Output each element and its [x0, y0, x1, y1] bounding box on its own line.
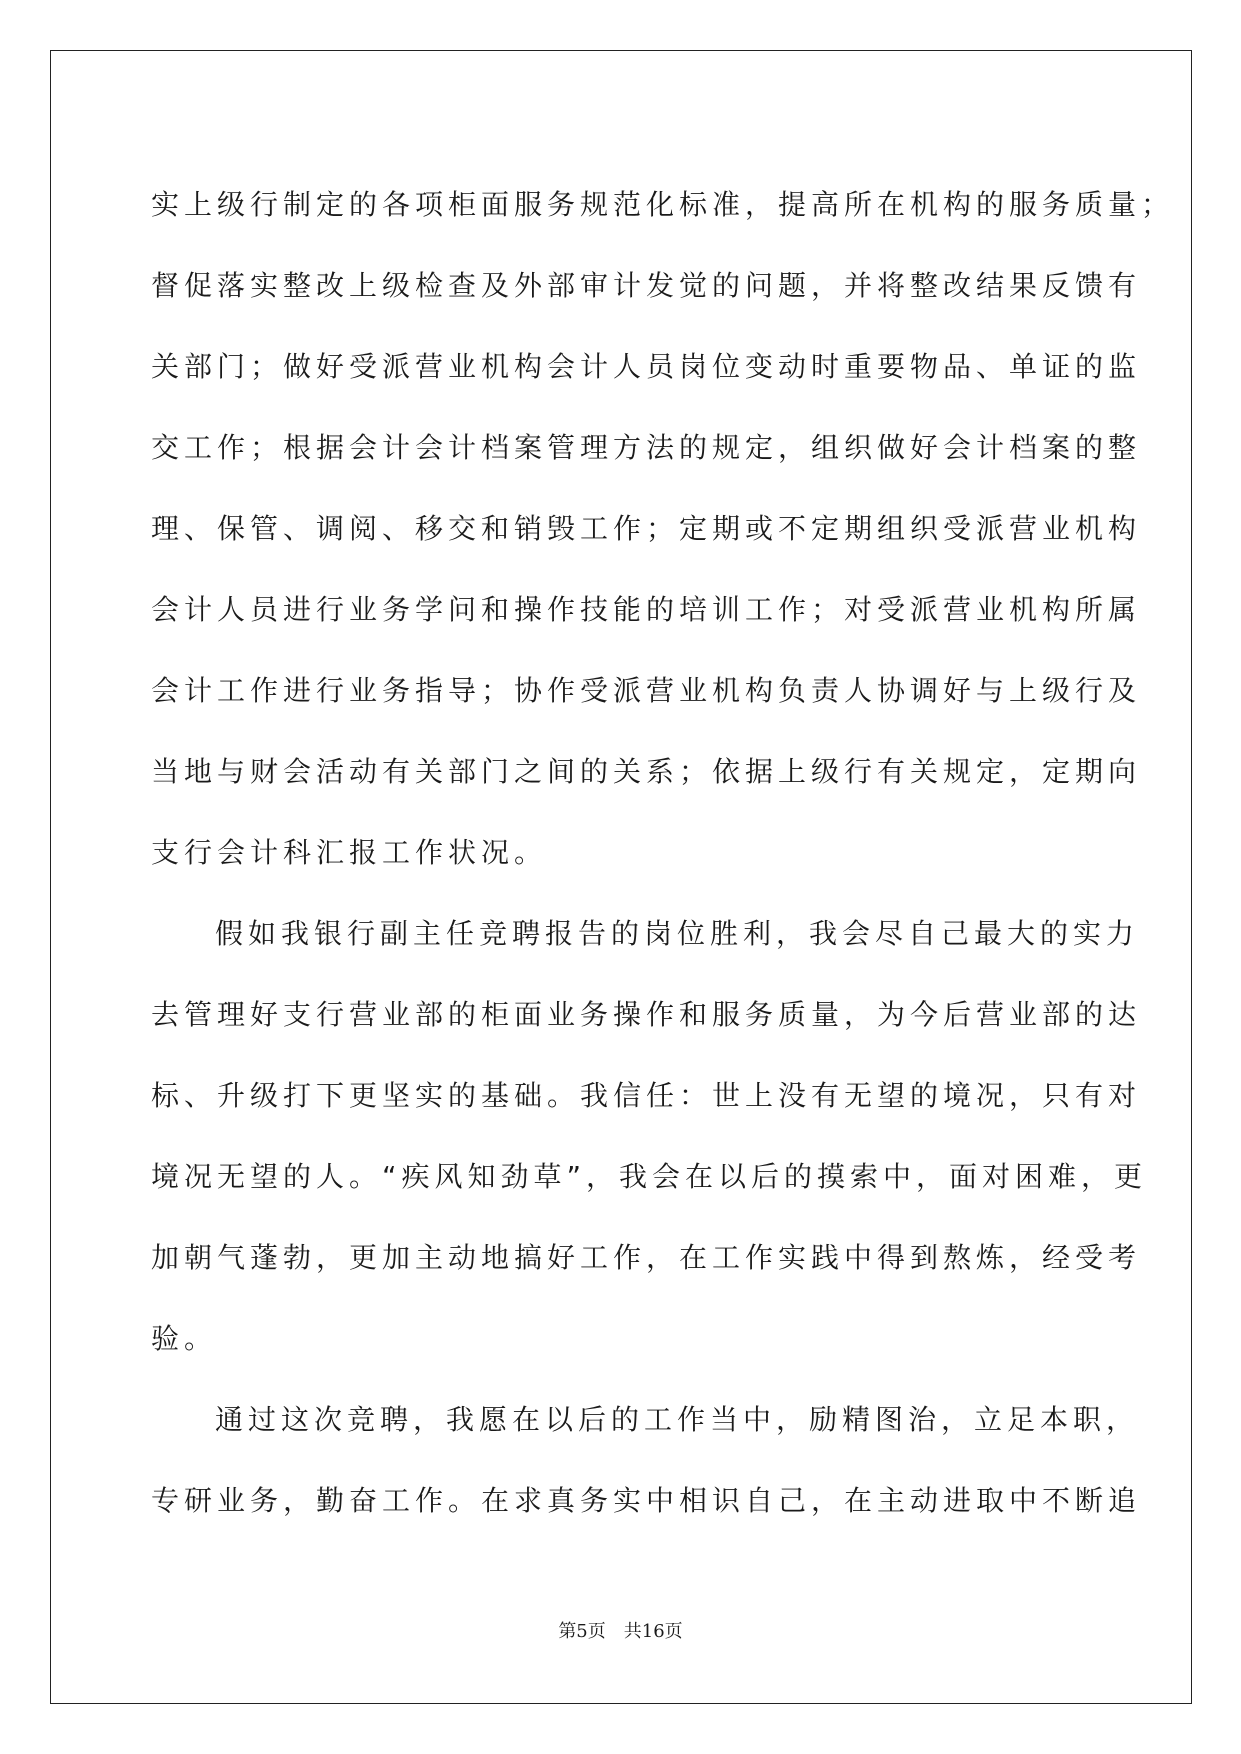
text-line: 验。: [151, 1322, 218, 1355]
text-line: 加朝气蓬勃，更加主动地搞好工作，在工作实践中得到熬炼，经受考: [151, 1241, 1142, 1274]
text-line: 支行会计科汇报工作状况。: [151, 836, 548, 869]
paragraph-first-line: 通过这次竞聘，我愿在以后的工作当中，励精图治，立足本职，: [215, 1403, 1140, 1436]
text-line: 关部门；做好受派营业机构会计人员岗位变动时重要物品、单证的监: [151, 350, 1142, 383]
text-line: 会计工作进行业务指导；协作受派营业机构负责人协调好与上级行及: [151, 674, 1142, 707]
text-line: 会计人员进行业务学问和操作技能的培训工作；对受派营业机构所属: [151, 593, 1142, 626]
text-line: 境况无望的人。“疾风知劲草”，我会在以后的摸索中，面对困难，更: [151, 1160, 1148, 1193]
text-line: 去管理好支行营业部的柜面业务操作和服务质量，为今后营业部的达: [151, 998, 1142, 1031]
text-line: 当地与财会活动有关部门之间的关系；依据上级行有关规定，定期向: [151, 755, 1142, 788]
text-line: 实上级行制定的各项柜面服务规范化标准，提高所在机构的服务质量；: [151, 188, 1175, 221]
page-number: 第5页 共16页: [558, 1621, 683, 1642]
text-line: 交工作；根据会计会计档案管理方法的规定，组织做好会计档案的整: [151, 431, 1142, 464]
text-line: 标、升级打下更坚实的基础。我信任：世上没有无望的境况，只有对: [151, 1079, 1142, 1112]
text-line: 督促落实整改上级检查及外部审计发觉的问题，并将整改结果反馈有: [151, 269, 1142, 302]
document-body: [151, 164, 1175, 1541]
text-line: 理、保管、调阅、移交和销毁工作；定期或不定期组织受派营业机构: [151, 512, 1142, 545]
text-line: 专研业务，勤奋工作。在求真务实中相识自己，在主动进取中不断追: [151, 1484, 1142, 1517]
paragraph-first-line: 假如我银行副主任竞聘报告的岗位胜利，我会尽自己最大的实力: [215, 917, 1140, 950]
